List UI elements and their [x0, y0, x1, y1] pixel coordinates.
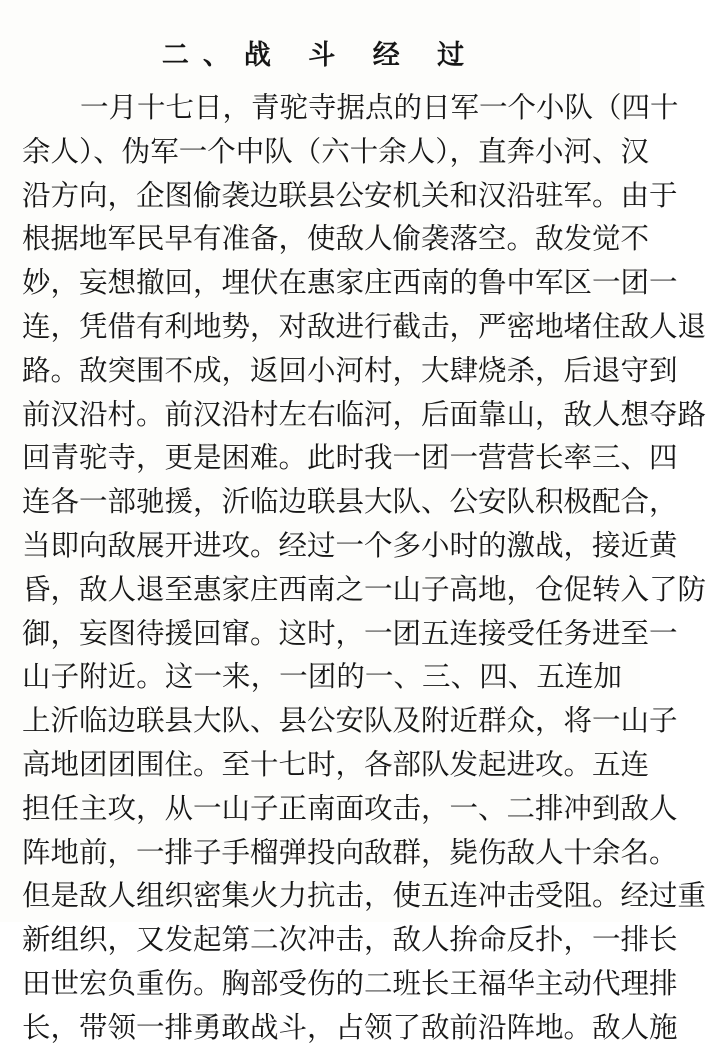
text-line: 根据地军民早有准备，使敌人偷袭落空。敌发觉不: [22, 222, 650, 256]
text-line: 前汉沿村。前汉沿村左右临河，后面靠山，敌人想夺路: [22, 397, 706, 431]
text-line: 御，妄图待援回窜。这时，一团五连接受任务进至一: [22, 616, 678, 650]
text-line: 长，带领一排勇敢战斗，占领了敌前沿阵地。敌人施: [22, 1010, 678, 1044]
text-line: 妙，妄想撤回，埋伏在惠家庄西南的鲁中军区一团一: [22, 266, 678, 300]
text-line: 连，凭借有利地势，对敌进行截击，严密地堵住敌人退: [22, 309, 706, 343]
body-text: [22, 86, 706, 1050]
text-line: 山子附近。这一来，一团的一、三、四、五连加: [22, 660, 622, 694]
text-line: 担任主攻，从一山子正南面攻击，一、二排冲到敌人: [22, 791, 678, 825]
text-line: 回青驼寺，更是困难。此时我一团一营营长率三、四: [22, 441, 678, 475]
text-line: 当即向敌展开进攻。经过一个多小时的激战，接近黄: [22, 528, 678, 562]
text-line: 余人）、伪军一个中队（六十余人），直奔小河、汉: [22, 134, 650, 168]
text-line: 沿方向，企图偷袭边联县公安机关和汉沿驻军。由于: [22, 178, 678, 212]
text-line: 高地团团围住。至十七时，各部队发起进攻。五连: [22, 747, 650, 781]
text-line: 阵地前，一排子手榴弹投向敌群，毙伤敌人十余名。: [22, 835, 678, 869]
text-line: 田世宏负重伤。胸部受伤的二班长王福华主动代理排: [22, 966, 678, 1000]
text-line: 路。敌突围不成，返回小河村，大肆烧杀，后退守到: [22, 353, 678, 387]
text-line: 新组织，又发起第二次冲击，敌人拚命反扑，一排长: [22, 923, 678, 957]
text-line: 连各一部驰援，沂临边联县大队、公安队积极配合，: [22, 485, 678, 519]
text-line: 上沂临边联县大队、县公安队及附近群众，将一山子: [22, 704, 678, 738]
text-line: 昏，敌人退至惠家庄西南之一山子高地，仓促转入了防: [22, 572, 706, 606]
text-line: 一月十七日，青驼寺据点的日军一个小队（四十: [80, 91, 679, 124]
text-line: 但是敌人组织密集火力抗击，使五连冲击受阻。经过重: [22, 879, 706, 913]
section-heading: 二、战 斗 经 过: [161, 40, 479, 71]
